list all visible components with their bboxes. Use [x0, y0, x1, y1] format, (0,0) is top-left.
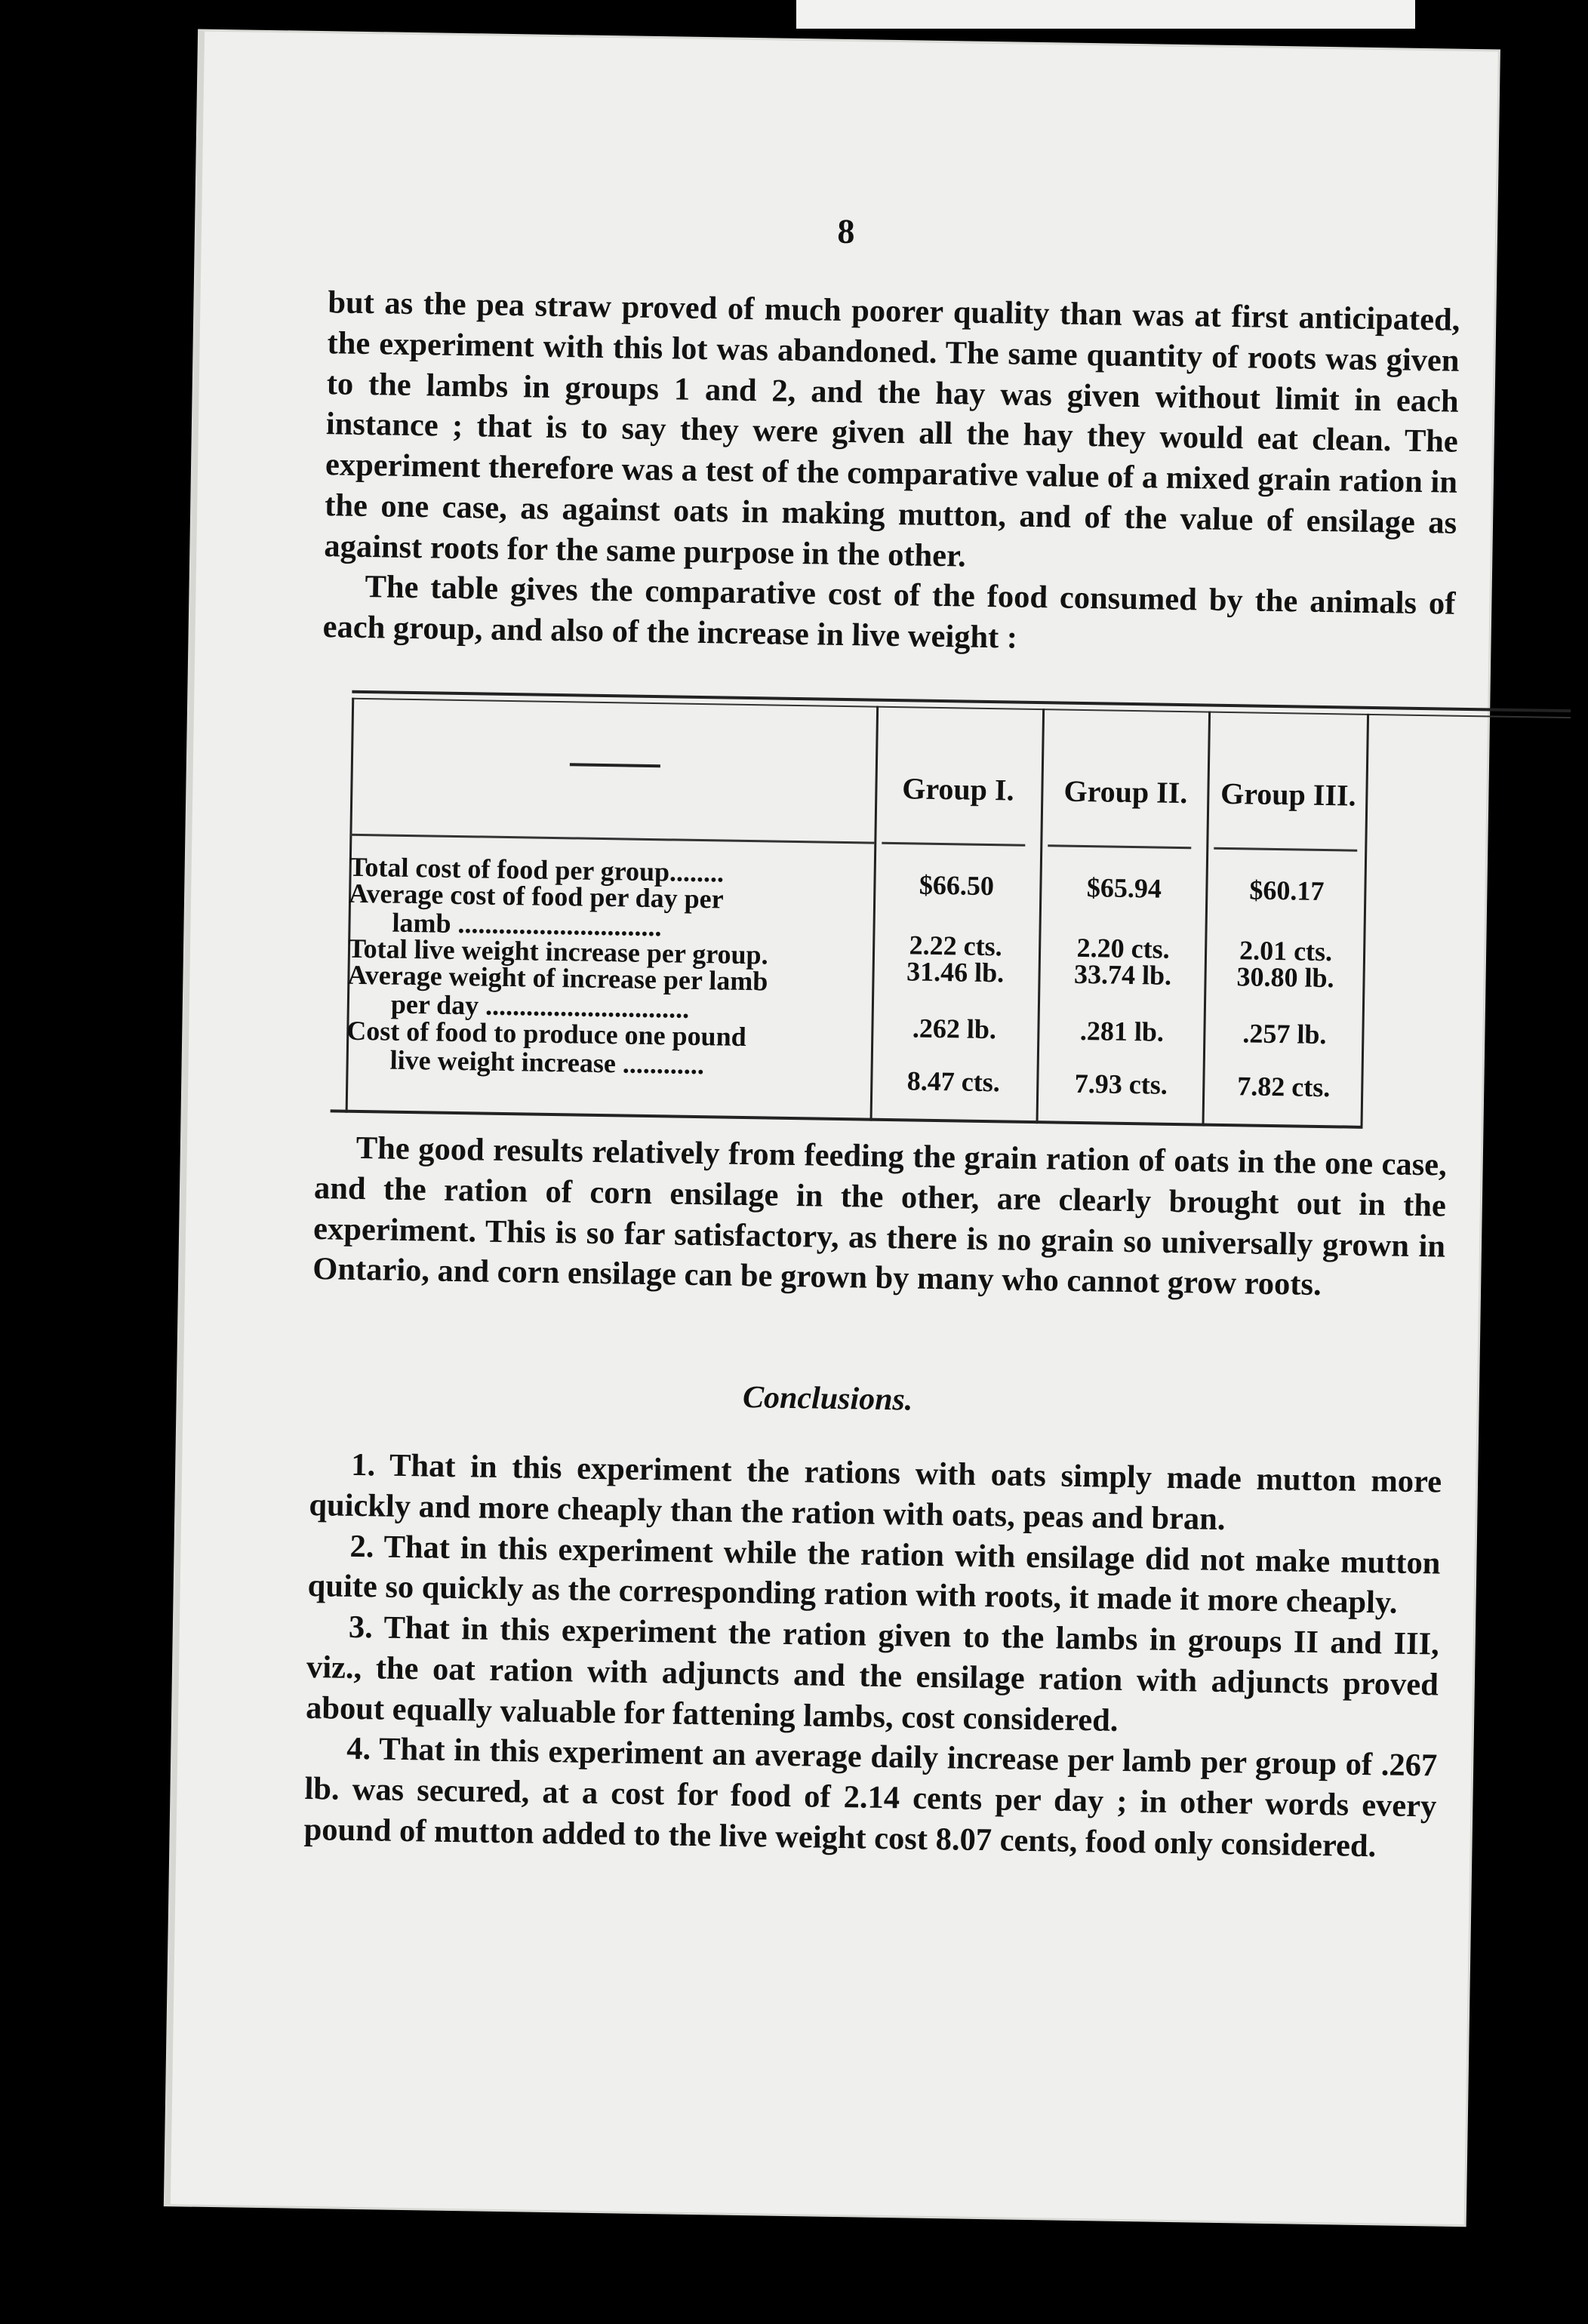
table-cell: 2.20 cts. — [1076, 932, 1170, 964]
cost-table — [315, 690, 1571, 1132]
column-header-group-3: Group III. — [1220, 776, 1356, 813]
table-cell: .257 lb. — [1242, 1018, 1327, 1050]
conclusion-item: 3. That in this experiment the ration given to the lambs in groups II and III, viz., the oat ration with adjuncts and the ensilage ration with adjuncts proved about equally valuable for fattening lambs, cost considered. — [305, 1609, 1440, 1738]
row-label-cont: lamb .............................. — [392, 907, 662, 942]
row-label-text: Average weight of increase per lamb — [347, 959, 768, 997]
table-col-rule — [870, 706, 879, 1121]
page-edge — [166, 31, 205, 2204]
conclusion-item: 2. That in this experiment while the ration with ensilage did not make mutton quite so quickly as the corresponding ration with roots, it made it more cheaply. — [307, 1528, 1441, 1621]
table-cell: $60.17 — [1249, 875, 1325, 907]
header-rule — [1048, 844, 1191, 849]
table-cell: 7.82 cts. — [1237, 1071, 1331, 1103]
column-header-group-2: Group II. — [1063, 773, 1188, 810]
paragraph: The good results relatively from feeding the grain ration of oats in the one case, and the ration of corn ensilage in the other, are clearly brought out in the experiment. This is so far satisfactory, as there is no grain so universally grown in Ontario, and corn ensilage can be grown by many who cannot grow roots. — [312, 1130, 1448, 1303]
header-blank-dash — [570, 763, 660, 767]
table-cell: 2.22 cts. — [909, 930, 1002, 962]
table-col-rule — [1202, 712, 1211, 1127]
table-row-label — [346, 1016, 860, 1082]
row-label-cont: live weight increase ............ — [389, 1044, 705, 1081]
row-label-cont: per day .............................. — [390, 988, 690, 1024]
table-cell: 31.46 lb. — [906, 956, 1005, 988]
table-col-rule — [1036, 709, 1045, 1124]
table-right-rule — [1360, 714, 1369, 1129]
conclusion-item: 4. That in this experiment an average daily increase per lamb per group of .267 lb. was secured, at a cost for food of 2.14 cents per day ; in other words every pound of mutton added to the live weight cost 8.07 cents, food only considered. — [303, 1731, 1438, 1864]
conclusion-item: 1. That in this experiment the rations with oats simply made mutton more quickly and more cheaply than the ration with oats, peas and bran. — [309, 1446, 1442, 1537]
middle-text — [312, 1127, 1447, 1308]
header-rule — [349, 834, 874, 844]
header-rule — [882, 842, 1025, 847]
table-cell: $65.94 — [1086, 872, 1162, 904]
document-page — [166, 31, 1498, 2224]
table-cell: 7.93 cts. — [1074, 1068, 1168, 1100]
row-label-text: Total live weight increase per group. — [347, 933, 768, 970]
row-label-text: Total cost of food per group........ — [349, 851, 725, 888]
page-number: 8 — [837, 211, 855, 251]
row-label-text: Cost of food to produce one pound — [346, 1015, 747, 1053]
table-bottom-rule — [331, 1109, 1361, 1128]
table-cell: 33.74 lb. — [1073, 958, 1172, 991]
column-header-group-1: Group I. — [901, 771, 1014, 807]
row-label-text: Average cost of food per day per — [348, 878, 725, 915]
table-cell: $66.50 — [919, 869, 995, 902]
intro-text — [322, 282, 1460, 665]
conclusions-heading: Conclusions. — [742, 1380, 913, 1418]
table-cell: .262 lb. — [912, 1013, 997, 1045]
table-cell: 30.80 lb. — [1236, 961, 1334, 994]
conclusions-list — [303, 1444, 1442, 1868]
table-cell: .281 lb. — [1079, 1015, 1165, 1047]
table-cell: 2.01 cts. — [1239, 935, 1333, 967]
table-cell: 8.47 cts. — [906, 1065, 1001, 1098]
header-rule — [1214, 847, 1357, 852]
paragraph: but as the pea straw proved of much poorer quality than was at first anticipated, the experiment with this lot was abandoned. The same quantity of roots was given to the lambs in groups 1 and 2, and the hay was given without limit in each instance ; that is to say they were given all the hay they would eat clean. The experiment therefore was a test of the comparative value of a mixed grain ration in the one case, as against oats in making mutton, and of the value of ensilage as against roots for the same purpose in the other. — [324, 284, 1460, 574]
paragraph: The table gives the comparative cost of the food consumed by the animals of each group, and also of the increase in live weight : — [322, 569, 1456, 656]
page-fold — [796, 0, 1415, 29]
